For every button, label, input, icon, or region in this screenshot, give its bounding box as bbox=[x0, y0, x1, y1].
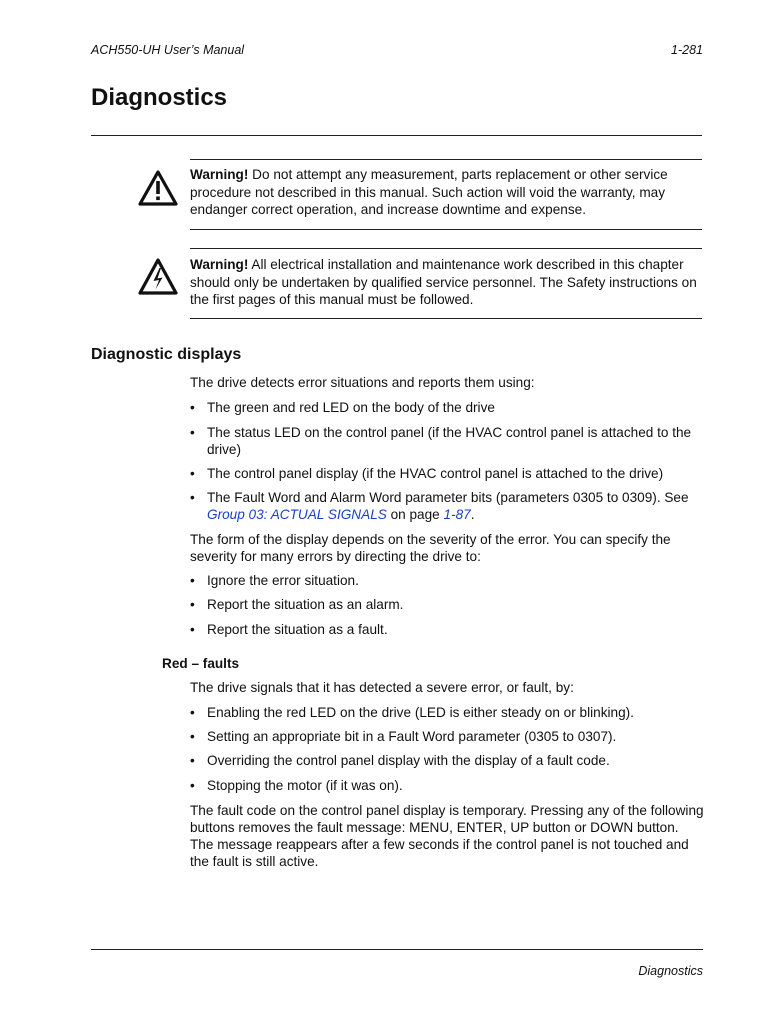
title-divider bbox=[91, 135, 702, 136]
bullet-glyph: • bbox=[190, 622, 195, 637]
list-item bbox=[190, 465, 705, 482]
bullet-glyph: • bbox=[190, 729, 195, 744]
red-faults-intro: The drive signals that it has detected a severe error, or fault, by: bbox=[190, 680, 574, 695]
warning-2-bottom-rule bbox=[190, 318, 702, 319]
list-item-text: The control panel display (if the HVAC control panel is attached to the drive) bbox=[207, 466, 664, 481]
bullet-glyph: • bbox=[190, 753, 195, 768]
list-item bbox=[190, 621, 705, 638]
list-item bbox=[190, 728, 705, 745]
list-item-text: Report the situation as an alarm. bbox=[207, 597, 404, 612]
warning-2-top-rule bbox=[190, 248, 702, 249]
list-item bbox=[190, 704, 705, 721]
warning-2-label: Warning! bbox=[190, 257, 249, 272]
list-item-text: Enabling the red LED on the drive (LED is either steady on or blinking). bbox=[207, 705, 634, 720]
page-number: 1-281 bbox=[671, 43, 703, 57]
list-item-text: The status LED on the control panel (if the HVAC control panel is attached to the drive) bbox=[207, 425, 692, 457]
warning-1-top-rule bbox=[190, 159, 702, 160]
list-item bbox=[190, 489, 705, 523]
list-item-text: Stopping the motor (if it was on). bbox=[207, 778, 403, 793]
bullet-glyph: • bbox=[190, 705, 195, 720]
warning-triangle-icon bbox=[137, 169, 179, 207]
list-item-text: Setting an appropriate bit in a Fault Word parameter (0305 to 0307). bbox=[207, 729, 617, 744]
bullet-glyph: • bbox=[190, 466, 195, 481]
manual-title: ACH550-UH User’s Manual bbox=[91, 43, 245, 57]
bullet-glyph: • bbox=[190, 778, 195, 793]
footer-divider bbox=[91, 949, 703, 950]
list-item bbox=[190, 399, 705, 416]
red-faults-heading: Red – faults bbox=[162, 656, 240, 671]
bullet-glyph: • bbox=[190, 597, 195, 612]
bullet-glyph: • bbox=[190, 490, 195, 505]
list-item-text: . bbox=[470, 507, 475, 522]
warning-1 bbox=[190, 166, 705, 219]
page-1-87-link[interactable]: 1-87 bbox=[443, 507, 471, 522]
group-03-link[interactable]: Group 03: ACTUAL SIGNALS bbox=[207, 507, 387, 522]
list-item-text: Report the situation as a fault. bbox=[207, 622, 388, 637]
list-item bbox=[190, 777, 705, 794]
red-faults-closing: The fault code on the control panel display is temporary. Pressing any of the following buttons removes the fault message: MENU, ENTER, UP button or DOWN button. The message reappears after a few seconds if the control panel is not touched and the fault is still active. bbox=[190, 803, 704, 869]
list-item bbox=[190, 596, 705, 613]
electrical-hazard-icon bbox=[137, 257, 179, 297]
section-heading: Diagnostic displays bbox=[91, 346, 242, 363]
footer-section-name: Diagnostics bbox=[638, 964, 703, 978]
severity-paragraph: The form of the display depends on the severity of the error. You can specify the severity for many errors by directing the drive to: bbox=[190, 532, 671, 564]
list-item bbox=[190, 752, 705, 769]
list-item-text: The green and red LED on the body of the drive bbox=[207, 400, 495, 415]
list-item bbox=[190, 572, 705, 589]
section-intro: The drive detects error situations and reports them using: bbox=[190, 375, 535, 390]
list-item-text: Overriding the control panel display with the display of a fault code. bbox=[207, 753, 610, 768]
bullet-glyph: • bbox=[190, 400, 195, 415]
list-item-text: on page bbox=[386, 507, 444, 522]
bullet-glyph: • bbox=[190, 425, 195, 440]
page-title: Diagnostics bbox=[91, 84, 228, 111]
warning-2 bbox=[190, 256, 705, 309]
list-item-text: Ignore the error situation. bbox=[207, 573, 359, 588]
list-item bbox=[190, 424, 705, 458]
warning-1-text: Do not attempt any measurement, parts replacement or other service procedure not described in this manual. Such action will void the warranty, may endanger correct operation, and increase downtime and expense. bbox=[190, 167, 668, 217]
warning-1-label: Warning! bbox=[190, 167, 249, 182]
bullet-glyph: • bbox=[190, 573, 195, 588]
warning-1-bottom-rule bbox=[190, 229, 702, 230]
warning-2-text: All electrical installation and maintenance work described in this chapter should only be undertaken by qualified service personnel. The Safety instructions on the first pages of this manual must be followed. bbox=[190, 257, 697, 307]
list-item-text: The Fault Word and Alarm Word parameter bits (parameters 0305 to 0309). See bbox=[207, 490, 689, 505]
